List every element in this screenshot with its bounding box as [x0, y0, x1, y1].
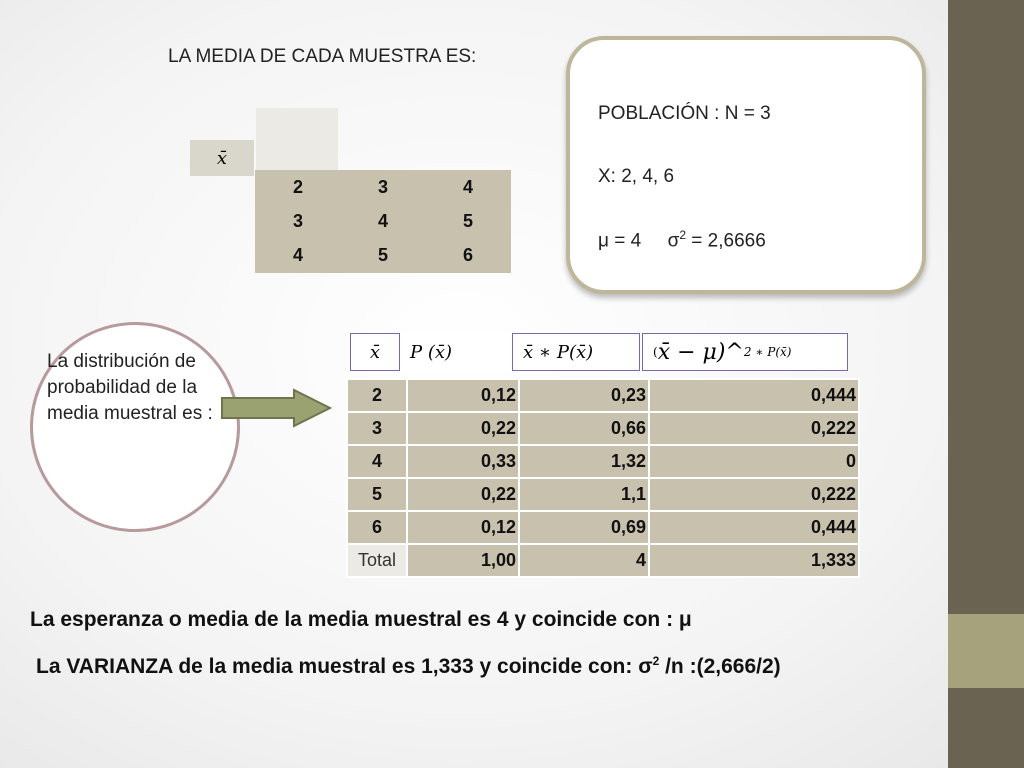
table-cell: 1,1	[519, 478, 649, 511]
header-deviation: x̄ − μ)^	[657, 339, 744, 365]
header-squared-deviation	[642, 333, 848, 371]
conclusion-variance	[36, 654, 781, 679]
table-cell: 0,22	[407, 478, 519, 511]
conclusion-variance-exp: 2	[652, 654, 660, 668]
table-cell: 0,66	[519, 412, 649, 445]
table-cell: 6	[426, 239, 511, 273]
table-cell: 1,00	[407, 544, 519, 577]
table-cell: 5	[341, 239, 426, 273]
table-cell: 1,333	[649, 544, 859, 577]
population-sigma: σ	[667, 230, 680, 252]
population-size: POBLACIÓN : N = 3	[598, 103, 771, 124]
table-cell: 2	[256, 171, 341, 205]
population-values: X: 2, 4, 6	[598, 166, 675, 187]
table-row	[347, 412, 859, 445]
table-cell: 0,444	[649, 379, 859, 412]
table-cell: 3	[347, 412, 407, 445]
right-arrow-icon	[220, 388, 334, 428]
table-row	[256, 171, 511, 205]
page-title: LA MEDIA DE CADA MUESTRA ES:	[168, 46, 477, 67]
table-cell: 0,12	[407, 511, 519, 544]
table-cell: 0	[649, 445, 859, 478]
table-cell: 4	[426, 171, 511, 205]
table-cell: 4	[256, 239, 341, 273]
table-row	[347, 478, 859, 511]
table-total-row	[347, 544, 859, 577]
table-cell: 0,12	[407, 379, 519, 412]
table-cell: 3	[341, 171, 426, 205]
table-cell: 4	[519, 544, 649, 577]
header-probability: P (x̄)	[400, 333, 510, 371]
population-variance: = 2,6666	[686, 230, 766, 252]
table-cell: 5	[347, 478, 407, 511]
table-cell: 2	[347, 379, 407, 412]
population-mu: μ = 4	[598, 230, 642, 252]
table-row	[256, 205, 511, 239]
table-cell: 6	[347, 511, 407, 544]
population-parameters	[598, 228, 766, 252]
header-deviation-tail: 2 ∗ P(x̄)	[743, 345, 792, 359]
circle-callout-text: La distribución de probabilidad de la media muestral es :	[47, 351, 213, 424]
table-cell: 0,444	[649, 511, 859, 544]
table-cell: 0,222	[649, 412, 859, 445]
means-header-blank	[256, 108, 338, 170]
means-header-xbar: x̄	[190, 140, 254, 176]
table-cell: 0,222	[649, 478, 859, 511]
table-row	[256, 239, 511, 273]
table-cell: Total	[347, 544, 407, 577]
means-table	[255, 170, 511, 273]
population-box	[566, 36, 926, 294]
table-cell: 0,33	[407, 445, 519, 478]
table-row	[347, 379, 859, 412]
header-xbar-times-p: x̄ ∗ P(x̄)	[512, 333, 640, 371]
table-cell: 0,23	[519, 379, 649, 412]
table-cell: 3	[256, 205, 341, 239]
conclusion-variance-text: La VARIANZA de la media muestral es 1,333 y coincide con: σ	[36, 655, 653, 678]
population-sigma-exp: 2	[679, 228, 686, 242]
table-cell: 0,69	[519, 511, 649, 544]
distribution-table	[346, 378, 860, 578]
sidebar-accent-band	[948, 614, 1024, 688]
table-cell: 5	[426, 205, 511, 239]
table-row	[347, 511, 859, 544]
header-xbar: x̄	[350, 333, 400, 371]
table-cell: 4	[341, 205, 426, 239]
table-cell: 1,32	[519, 445, 649, 478]
conclusion-mean: La esperanza o media de la media muestral es 4 y coincide con : μ	[30, 608, 692, 631]
conclusion-variance-tail: /n :(2,666/2)	[659, 655, 781, 678]
header-open-paren: (	[653, 345, 658, 359]
table-row	[347, 445, 859, 478]
table-cell: 0,22	[407, 412, 519, 445]
table-cell: 4	[347, 445, 407, 478]
